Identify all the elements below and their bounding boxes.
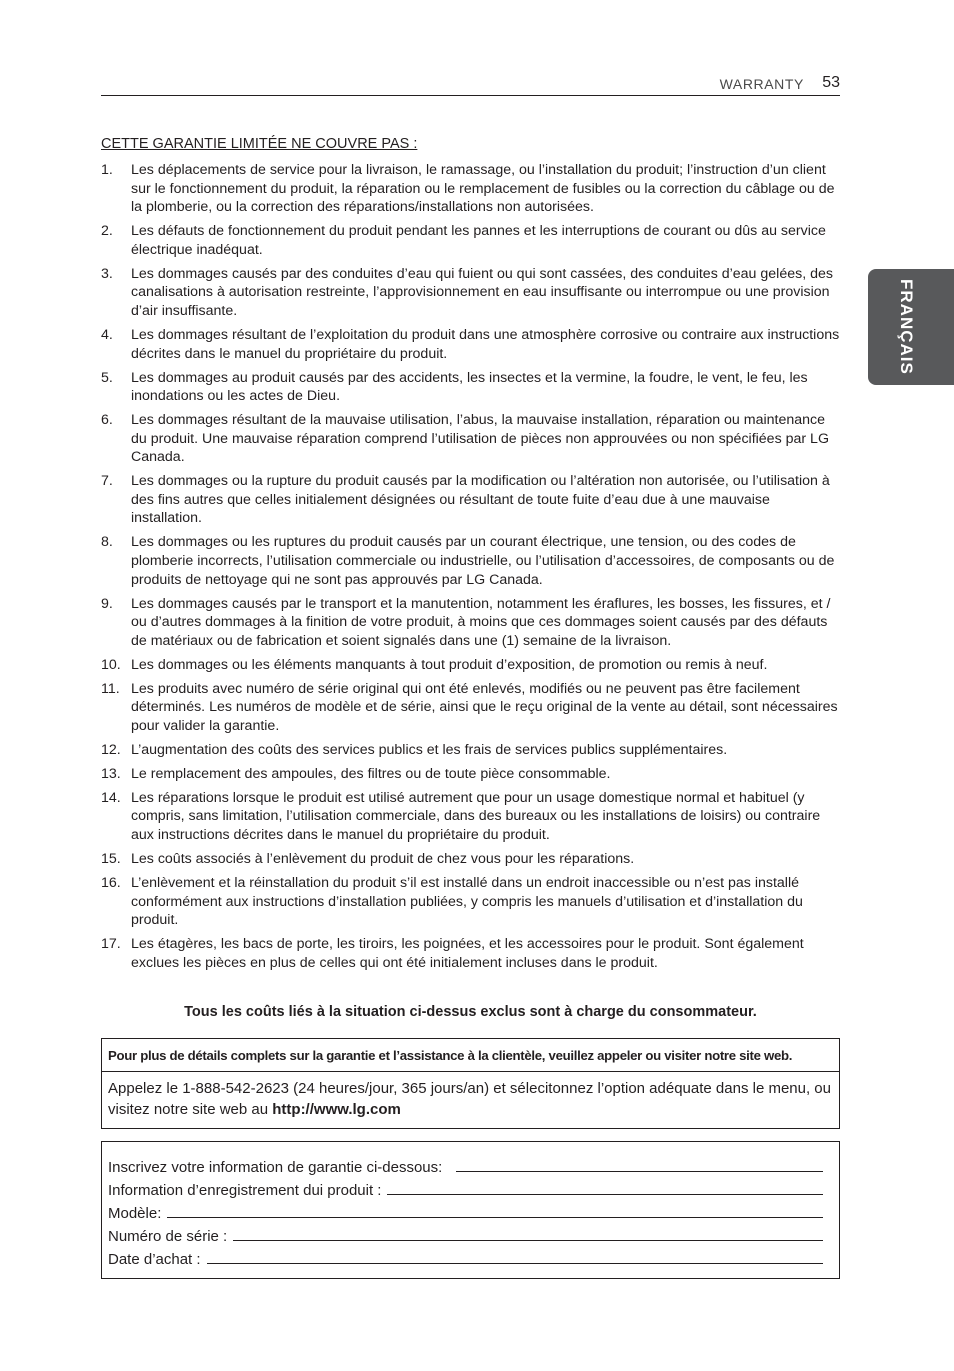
list-item [101,741,841,760]
list-item [101,369,841,406]
form-row [108,1156,823,1176]
exclusions-list [101,161,841,978]
contact-box-title: Pour plus de détails complets sur la garantie et l’assistance à la clientèle, veuillez appeler ou visiter notre site web. [102,1039,839,1072]
list-item [101,789,841,845]
contact-text: Appelez le 1-888-542-2623 (24 heures/jour, 365 jours/an) et sélecitonnez l’option adéquate dans le menu, ou visitez notre site web au [108,1080,831,1118]
item-text: Les déplacements de service pour la livraison, le ramassage, ou l’installation du produit; l’instruction d’un client sur le fonctionnement du produit, la réparation ou le remplacement de fusibles ou la correction du câblage ou de la plomberie, ou la correction des réparations/installations non autorisées. [131,162,835,216]
consumer-cost-notice: Tous les coûts liés à la situation ci-dessus exclus sont à charge du consommateur. [184,1004,757,1020]
list-item [101,533,841,589]
item-text: Les produits avec numéro de série original qui ont été enlevés, modifiés ou ne peuvent pas être facilement déterminés. Les numéros de modèle et de série, ainsi que le reçu original de la vente au détail, sont nécessaires pour valider la garantie. [131,680,838,734]
item-text: Les dommages ou les éléments manquants à tout produit d’exposition, de promotion ou remis à neuf. [131,656,768,673]
blank-line[interactable] [233,1240,823,1241]
item-text: Les dommages résultant de l’exploitation du produit dans une atmosphère corrosive ou contraire aux instructions décrites dans le manuel du propriétaire du produit. [131,326,840,362]
blank-line[interactable] [456,1171,823,1172]
list-item [101,680,841,736]
item-text: Les dommages causés par des conduites d’eau qui fuient ou qui sont cassées, des conduites d’eau gelées, des canalisations à autorisation restreinte, l’approvisionnement en eau insuffisante ou interrompue ou une provision d’air insuffisante. [131,265,833,319]
item-number: 3. [101,265,113,282]
item-text: Les étagères, les bacs de porte, les tiroirs, les poignées, et les accessoires pour le produit. Sont également exclues les pièces en plus de celles qui ont été initialement incluses dans le produit. [131,936,804,971]
item-text: Les dommages causés par le transport et la manutention, notamment les éraflures, les bosses, les fissures, et / ou d’autres dommages à la finition de votre produit, à moins que ces dommages soient causés par des défauts de matériaux ou de fabrication et soient signalés dans une (1) semaine de la livraison. [131,595,831,649]
contact-box-body [102,1072,839,1120]
item-text: Les coûts associés à l’enlèvement du produit de chez vous pour les réparations. [131,851,635,868]
item-text: Les réparations lorsque le produit est utilisé autrement que pour un usage domestique normal et habituel (y compris, sans limitation, l’utilisation commerciale, dans des bureaux ou les installations de loisirs) ou contraire aux instructions décrites dans le manuel du propriétaire du produit. [131,789,821,844]
list-item [101,222,841,259]
form-row [108,1225,823,1245]
list-item [101,326,841,363]
section-title: WARRANTY [719,76,804,92]
exclusions-heading: CETTE GARANTIE LIMITÉE NE COUVRE PAS : [101,136,418,152]
item-number: 9. [101,595,113,612]
list-item [101,595,841,651]
website-link[interactable]: http://www.lg.com [272,1100,401,1118]
list-item [101,850,841,869]
contact-box [101,1038,840,1129]
form-row [108,1202,823,1222]
item-text: Les dommages au produit causés par des accidents, les insectes et la vermine, la foudre, le vent, le feu, les inondations ou les actes de Dieu. [131,369,808,405]
list-item [101,656,841,675]
item-number: 12. [101,741,121,758]
list-item [101,765,841,784]
item-number: 11. [101,680,120,697]
list-item [101,935,841,972]
language-tab [868,269,954,385]
blank-line[interactable] [387,1194,823,1195]
page-number: 53 [822,74,840,91]
item-number: 17. [101,936,121,953]
form-label: Information d’enregistrement dui produit : [108,1182,382,1199]
blank-line[interactable] [167,1217,823,1218]
item-number: 8. [101,534,113,551]
form-row [108,1248,823,1268]
item-number: 2. [101,223,113,240]
list-item [101,472,841,528]
item-text: Les dommages ou les ruptures du produit causés par un courant électrique, une tension, ou des codes de plomberie incorrects, l’utilisation commerciale ou industrielle, ou l’utilisation d’accessoires, de composants ou de produits de nettoyage qui ne sont pas approuvés par LG Canada. [131,534,835,588]
item-number: 14. [101,789,121,806]
item-number: 16. [101,875,121,892]
page-header [101,74,840,96]
list-item [101,161,841,217]
language-tab-label: FRANÇAIS [897,279,916,375]
item-number: 7. [101,473,113,490]
item-number: 13. [101,765,121,782]
list-item [101,265,841,321]
item-text: Les dommages ou la rupture du produit causés par la modification ou l’altération non autorisée, ou l’utilisation à des fins autres que celles initialement désignées ou résultant de toute fuite d’eau due à une mauvaise installation. [131,473,830,527]
warranty-info-form [101,1141,840,1279]
blank-line[interactable] [207,1263,823,1264]
item-number: 1. [101,162,113,178]
form-label: Inscrivez votre information de garantie ci-dessous: [108,1159,443,1176]
item-number: 5. [101,369,113,386]
item-number: 6. [101,412,113,429]
item-text: L’augmentation des coûts des services publics et les frais de services publics supplémentaires. [131,741,728,758]
item-text: Le remplacement des ampoules, des filtres ou de toute pièce consommable. [131,765,611,782]
form-label: Numéro de série : [108,1228,228,1245]
form-row [108,1179,823,1199]
list-item [101,874,841,930]
item-text: Les défauts de fonctionnement du produit pendant les pannes et les interruptions de courant ou dûs au service électrique inadéquat. [131,223,826,258]
item-number: 15. [101,851,121,868]
form-label: Modèle: [108,1205,162,1222]
item-number: 4. [101,326,113,343]
form-label: Date d’achat : [108,1251,201,1268]
item-text: L’enlèvement et la réinstallation du produit s’il est installé dans un endroit inaccessible ou n’est pas installé conformément aux instructions d’installation publiées, y compris les manuels d’utilisation et d’installation du produit. [131,875,803,929]
item-number: 10. [101,656,121,673]
list-item [101,411,841,467]
item-text: Les dommages résultant de la mauvaise utilisation, l’abus, la mauvaise installation, réparation ou maintenance du produit. Une mauvaise réparation comprend l’utilisation de pièces non approuvées ou non spécifiées par LG Canada. [131,412,829,466]
